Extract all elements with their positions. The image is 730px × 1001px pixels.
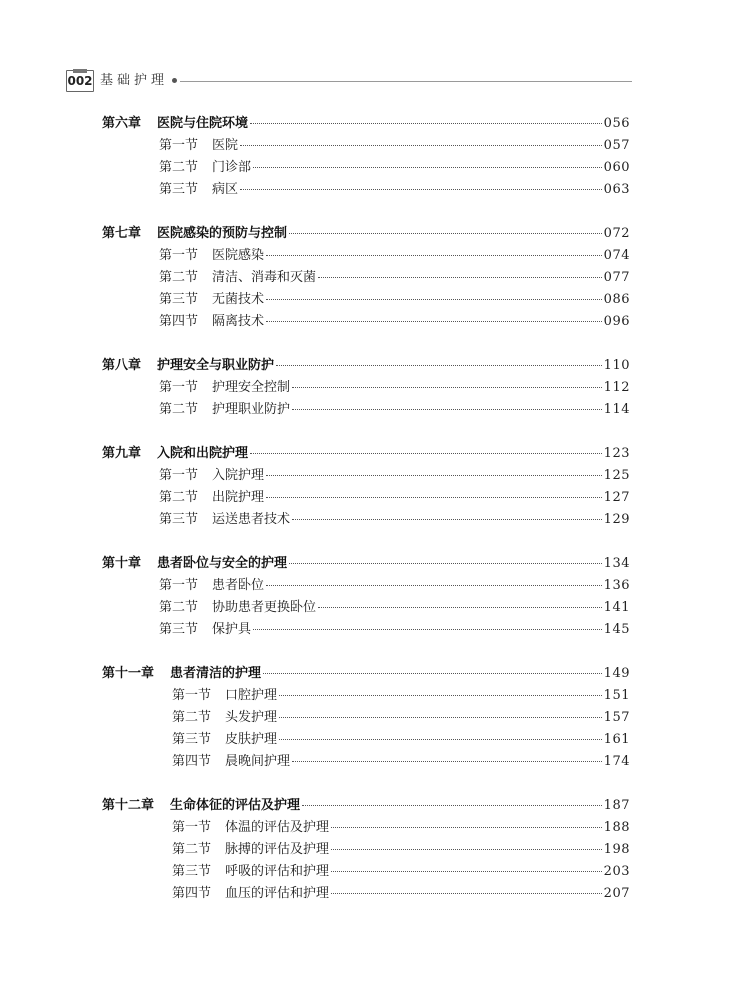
section-title: 病区 xyxy=(212,182,239,197)
chapter-number: 第十一章 xyxy=(102,666,155,681)
toc-section-entry[interactable] xyxy=(102,817,630,839)
section-page-number: 203 xyxy=(603,864,630,879)
toc-section-entry[interactable] xyxy=(102,399,630,421)
toc-section-entry[interactable] xyxy=(102,465,630,487)
header-rule xyxy=(180,81,632,82)
section-number: 第二节 xyxy=(172,842,212,857)
section-page-number: 188 xyxy=(603,820,630,835)
section-page-number: 086 xyxy=(603,292,630,307)
table-of-contents xyxy=(102,113,630,927)
chapter-number: 第八章 xyxy=(102,358,142,373)
dot-leader xyxy=(266,321,602,322)
toc-chapter xyxy=(102,553,630,641)
dot-leader xyxy=(289,233,602,234)
section-page-number: 151 xyxy=(603,688,630,703)
section-title: 皮肤护理 xyxy=(225,732,278,747)
chapter-title: 患者卧位与安全的护理 xyxy=(157,556,288,571)
chapter-title: 医院感染的预防与控制 xyxy=(157,226,288,241)
toc-section-entry[interactable] xyxy=(102,839,630,861)
section-page-number: 125 xyxy=(603,468,630,483)
section-title: 出院护理 xyxy=(212,490,265,505)
chapter-number: 第九章 xyxy=(102,446,142,461)
section-page-number: 096 xyxy=(603,314,630,329)
section-page-number: 060 xyxy=(603,160,630,175)
section-number: 第二节 xyxy=(159,490,199,505)
toc-chapter xyxy=(102,223,630,333)
section-title: 患者卧位 xyxy=(212,578,265,593)
toc-section-entry[interactable] xyxy=(102,311,630,333)
section-title: 血压的评估和护理 xyxy=(225,886,330,901)
section-title: 无菌技术 xyxy=(212,292,265,307)
section-number: 第四节 xyxy=(172,886,212,901)
section-page-number: 112 xyxy=(603,380,630,395)
chapter-number: 第十章 xyxy=(102,556,142,571)
chapter-number: 第七章 xyxy=(102,226,142,241)
dot-leader xyxy=(292,761,602,762)
section-number: 第三节 xyxy=(172,864,212,879)
section-number: 第二节 xyxy=(159,402,199,417)
section-title: 呼吸的评估和护理 xyxy=(225,864,330,879)
dot-leader xyxy=(240,189,602,190)
section-page-number: 207 xyxy=(603,886,630,901)
toc-chapter xyxy=(102,443,630,531)
chapter-title: 护理安全与职业防护 xyxy=(157,358,275,373)
section-title: 体温的评估及护理 xyxy=(225,820,330,835)
toc-section-entry[interactable] xyxy=(102,685,630,707)
toc-chapter-entry[interactable] xyxy=(102,663,630,685)
dot-leader xyxy=(331,827,602,828)
toc-chapter xyxy=(102,795,630,905)
section-number: 第一节 xyxy=(159,248,199,263)
section-title: 隔离技术 xyxy=(212,314,265,329)
section-title: 保护具 xyxy=(212,622,252,637)
section-number: 第三节 xyxy=(159,622,199,637)
dot-leader xyxy=(263,673,602,674)
section-number: 第二节 xyxy=(159,160,199,175)
toc-section-entry[interactable] xyxy=(102,751,630,773)
page-number: 002 xyxy=(67,74,93,88)
dot-leader xyxy=(266,299,602,300)
dot-leader xyxy=(292,519,602,520)
dot-leader xyxy=(266,475,602,476)
section-title: 护理职业防护 xyxy=(212,402,291,417)
toc-section-entry[interactable] xyxy=(102,267,630,289)
toc-chapter xyxy=(102,355,630,421)
chapter-page-number: 056 xyxy=(603,116,630,131)
toc-section-entry[interactable] xyxy=(102,883,630,905)
dot-leader xyxy=(318,277,602,278)
section-number: 第一节 xyxy=(159,138,199,153)
toc-section-entry[interactable] xyxy=(102,487,630,509)
toc-chapter xyxy=(102,663,630,773)
section-page-number: 141 xyxy=(603,600,630,615)
section-number: 第四节 xyxy=(159,314,199,329)
dot-leader xyxy=(276,365,602,366)
dot-leader xyxy=(289,563,602,564)
section-title: 脉搏的评估及护理 xyxy=(225,842,330,857)
running-header xyxy=(66,68,632,96)
section-number: 第一节 xyxy=(172,820,212,835)
section-page-number: 157 xyxy=(603,710,630,725)
section-number: 第一节 xyxy=(172,688,212,703)
dot-leader xyxy=(279,695,602,696)
chapter-title: 医院与住院环境 xyxy=(157,116,249,131)
section-number: 第一节 xyxy=(159,380,199,395)
section-title: 清洁、消毒和灭菌 xyxy=(212,270,317,285)
section-title: 医院 xyxy=(212,138,239,153)
dot-leader xyxy=(292,409,602,410)
toc-section-entry[interactable] xyxy=(102,707,630,729)
section-title: 晨晚间护理 xyxy=(225,754,291,769)
toc-section-entry[interactable] xyxy=(102,575,630,597)
dot-leader xyxy=(250,123,602,124)
section-page-number: 174 xyxy=(603,754,630,769)
chapter-page-number: 149 xyxy=(603,666,630,681)
toc-section-entry[interactable] xyxy=(102,861,630,883)
chapter-page-number: 110 xyxy=(603,358,630,373)
section-page-number: 057 xyxy=(603,138,630,153)
page-number-tab xyxy=(73,69,87,73)
chapter-page-number: 187 xyxy=(603,798,630,813)
section-title: 医院感染 xyxy=(212,248,265,263)
chapter-title: 生命体征的评估及护理 xyxy=(170,798,301,813)
section-page-number: 129 xyxy=(603,512,630,527)
section-title: 头发护理 xyxy=(225,710,278,725)
section-number: 第二节 xyxy=(159,270,199,285)
section-page-number: 077 xyxy=(603,270,630,285)
toc-section-entry[interactable] xyxy=(102,289,630,311)
section-number: 第三节 xyxy=(159,182,199,197)
chapter-title: 入院和出院护理 xyxy=(157,446,249,461)
dot-leader xyxy=(292,387,602,388)
dot-leader xyxy=(266,497,602,498)
section-number: 第三节 xyxy=(159,512,199,527)
toc-chapter-entry[interactable] xyxy=(102,113,630,135)
toc-chapter-entry[interactable] xyxy=(102,355,630,377)
toc-chapter-entry[interactable] xyxy=(102,223,630,245)
book-title: 基础护理 xyxy=(100,73,169,88)
section-title: 入院护理 xyxy=(212,468,265,483)
section-page-number: 161 xyxy=(603,732,630,747)
dot-leader xyxy=(279,717,602,718)
dot-leader xyxy=(253,629,602,630)
toc-section-entry[interactable] xyxy=(102,729,630,751)
dot-leader xyxy=(266,255,602,256)
chapter-page-number: 072 xyxy=(603,226,630,241)
page-number-badge xyxy=(66,70,94,92)
toc-section-entry[interactable] xyxy=(102,157,630,179)
toc-chapter-entry[interactable] xyxy=(102,795,630,817)
toc-section-entry[interactable] xyxy=(102,509,630,531)
section-number: 第一节 xyxy=(159,468,199,483)
toc-section-entry[interactable] xyxy=(102,619,630,641)
dot-leader xyxy=(318,607,602,608)
chapter-page-number: 123 xyxy=(603,446,630,461)
chapter-page-number: 134 xyxy=(603,556,630,571)
dot-leader xyxy=(253,167,602,168)
toc-section-entry[interactable] xyxy=(102,179,630,201)
toc-chapter-entry[interactable] xyxy=(102,443,630,465)
section-number: 第四节 xyxy=(172,754,212,769)
section-number: 第三节 xyxy=(172,732,212,747)
dot-leader xyxy=(250,453,602,454)
dot-leader xyxy=(266,585,602,586)
section-number: 第二节 xyxy=(172,710,212,725)
dot-leader xyxy=(279,739,602,740)
chapter-number: 第六章 xyxy=(102,116,142,131)
toc-section-entry[interactable] xyxy=(102,377,630,399)
section-page-number: 145 xyxy=(603,622,630,637)
section-title: 协助患者更换卧位 xyxy=(212,600,317,615)
toc-section-entry[interactable] xyxy=(102,135,630,157)
section-title: 口腔护理 xyxy=(225,688,278,703)
dot-leader xyxy=(240,145,602,146)
toc-section-entry[interactable] xyxy=(102,245,630,267)
section-number: 第二节 xyxy=(159,600,199,615)
section-number: 第三节 xyxy=(159,292,199,307)
section-page-number: 198 xyxy=(603,842,630,857)
header-bullet xyxy=(172,78,177,83)
toc-chapter xyxy=(102,113,630,201)
dot-leader xyxy=(331,893,602,894)
chapter-title: 患者清洁的护理 xyxy=(170,666,262,681)
section-title: 运送患者技术 xyxy=(212,512,291,527)
section-page-number: 114 xyxy=(603,402,630,417)
toc-section-entry[interactable] xyxy=(102,597,630,619)
section-page-number: 136 xyxy=(603,578,630,593)
section-page-number: 127 xyxy=(603,490,630,505)
dot-leader xyxy=(331,849,602,850)
dot-leader xyxy=(302,805,602,806)
section-title: 门诊部 xyxy=(212,160,252,175)
section-page-number: 074 xyxy=(603,248,630,263)
dot-leader xyxy=(331,871,602,872)
chapter-number: 第十二章 xyxy=(102,798,155,813)
section-title: 护理安全控制 xyxy=(212,380,291,395)
toc-chapter-entry[interactable] xyxy=(102,553,630,575)
section-page-number: 063 xyxy=(603,182,630,197)
section-number: 第一节 xyxy=(159,578,199,593)
